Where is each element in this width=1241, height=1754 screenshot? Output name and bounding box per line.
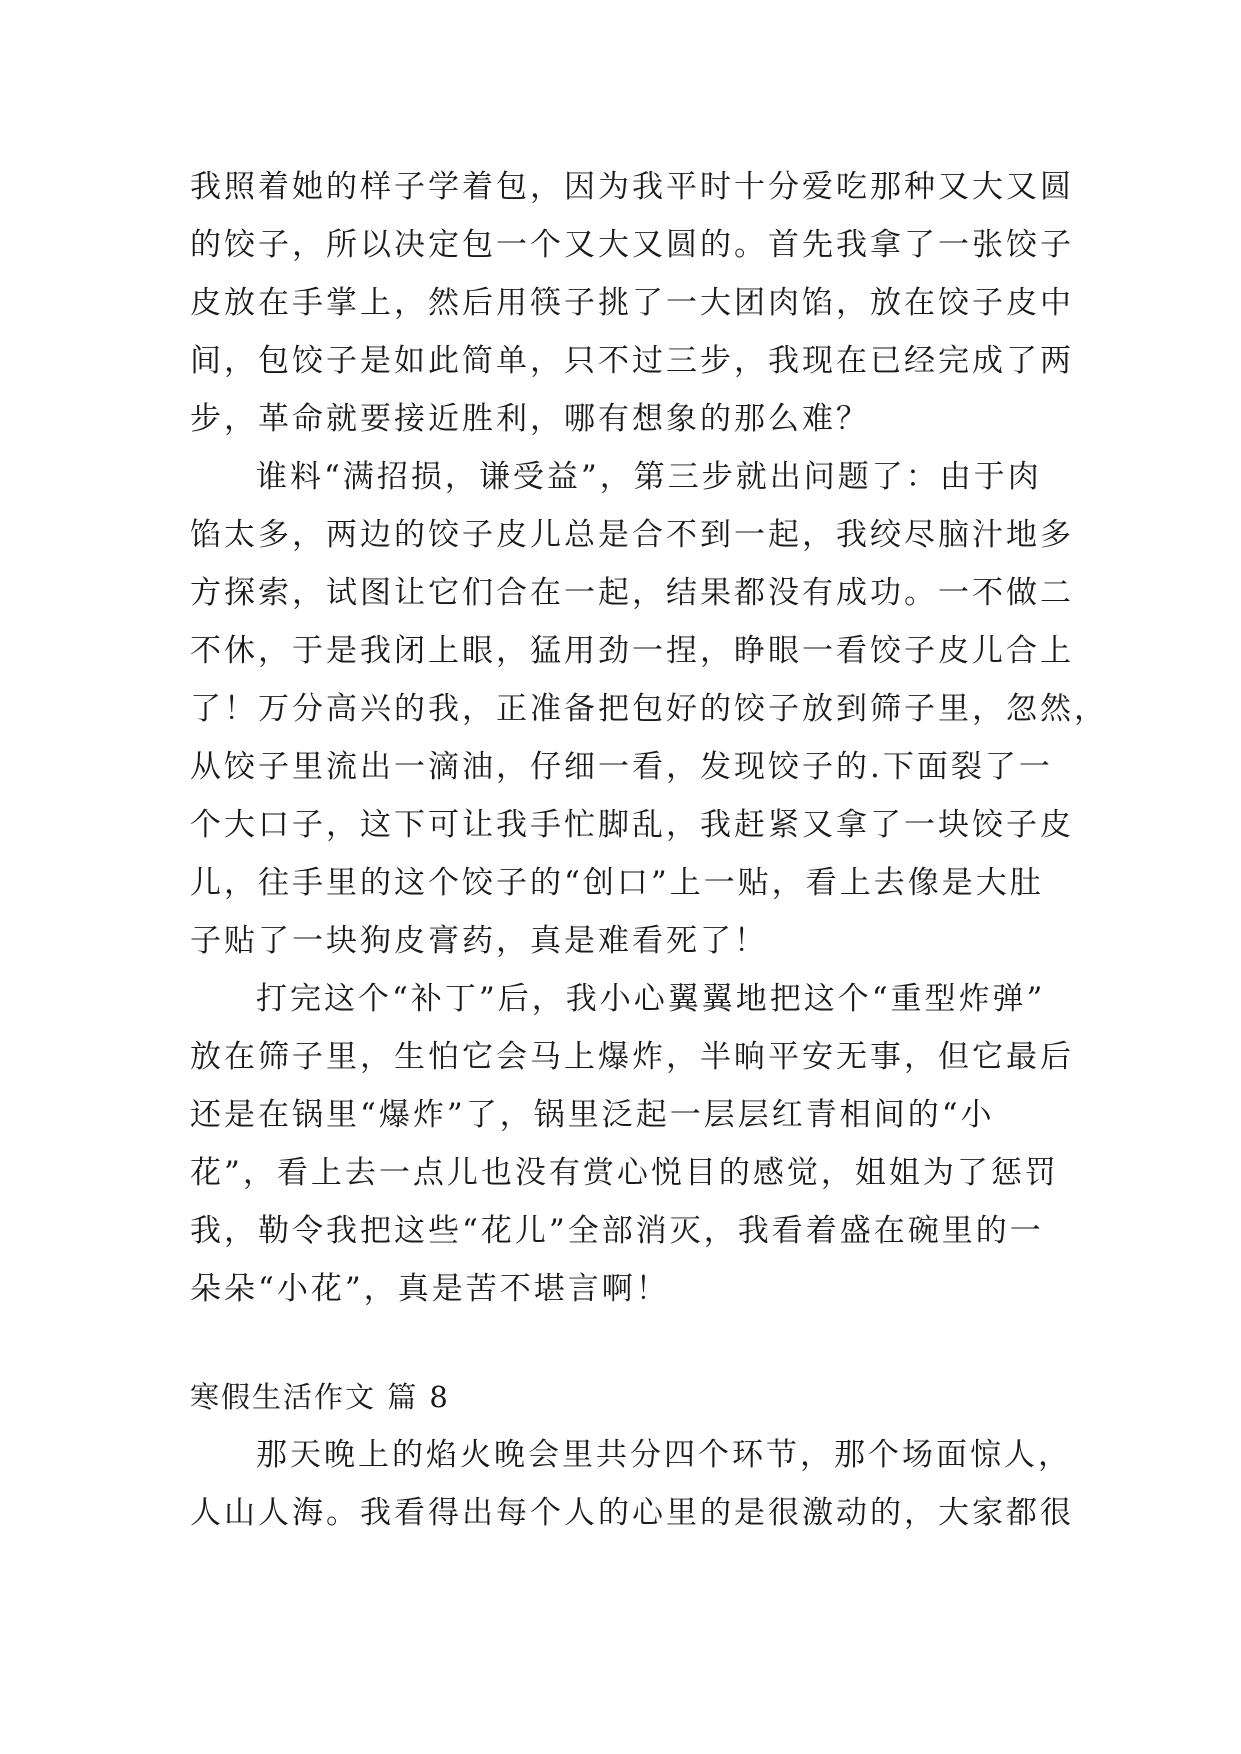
text-line: 间，包饺子是如此简单，只不过三步，我现在已经完成了两 <box>190 343 1074 379</box>
text-line: 步，革命就要接近胜利，哪有想象的那么难？ <box>190 401 870 437</box>
text-line: 儿，往手里的这个饺子的“创口”上一贴，看上去像是大肚 <box>190 865 1044 901</box>
text-line: 打完这个“补丁”后，我小心翼翼地把这个“重型炸弹” <box>256 981 1046 1017</box>
text-line: 子贴了一块狗皮膏药，真是难看死了！ <box>190 923 768 959</box>
section-spacer <box>190 1318 1060 1368</box>
text-line: 从饺子里流出一滴油，仔细一看，发现饺子的.下面裂了一 <box>190 749 1053 785</box>
paragraph <box>190 1426 1074 1542</box>
text-line: 皮放在手掌上，然后用筷子挑了一大团肉馅，放在饺子皮中 <box>190 285 1074 321</box>
document-body <box>190 158 1108 1542</box>
text-line: 花”，看上去一点儿也没有赏心悦目的感觉，姐姐为了惩罚 <box>190 1155 1059 1191</box>
text-line: 方探索，试图让它们合在一起，结果都没有成功。一不做二 <box>190 575 1074 611</box>
text-line: 谁料“满招损，谦受益”，第三步就出问题了：由于肉 <box>256 459 1042 495</box>
paragraph <box>190 448 1108 970</box>
text-line: 那天晚上的焰火晚会里共分四个环节，那个场面惊人， <box>256 1437 1072 1473</box>
section-heading: 寒假生活作文 篇 8 <box>190 1380 450 1414</box>
text-line: 个大口子，这下可让我手忙脚乱，我赶紧又拿了一块饺子皮 <box>190 807 1074 843</box>
text-line: 人山人海。我看得出每个人的心里的是很激动的，大家都很 <box>190 1495 1074 1531</box>
text-line: 放在筛子里，生怕它会马上爆炸，半晌平安无事，但它最后 <box>190 1039 1074 1075</box>
text-line: 馅太多，两边的饺子皮儿总是合不到一起，我绞尽脑汁地多 <box>190 517 1074 553</box>
text-line: 朵朵“小花”，真是苦不堪言啊！ <box>190 1271 670 1307</box>
text-line: 我照着她的样子学着包，因为我平时十分爱吃那种又大又圆 <box>190 169 1074 205</box>
text-line: 还是在锅里“爆炸”了，锅里泛起一层层红青相间的“小 <box>190 1097 995 1133</box>
paragraph <box>190 970 1074 1318</box>
text-line: 我，勒令我把这些“花儿”全部消灭，我看着盛在碗里的一 <box>190 1213 1044 1249</box>
text-line: 的饺子，所以决定包一个又大又圆的。首先我拿了一张饺子 <box>190 227 1074 263</box>
text-line: 了！万分高兴的我，正准备把包好的饺子放到筛子里，忽然， <box>190 691 1108 727</box>
paragraph-continued <box>190 158 1074 448</box>
text-line: 不休，于是我闭上眼，猛用劲一捏，睁眼一看饺子皮儿合上 <box>190 633 1074 669</box>
